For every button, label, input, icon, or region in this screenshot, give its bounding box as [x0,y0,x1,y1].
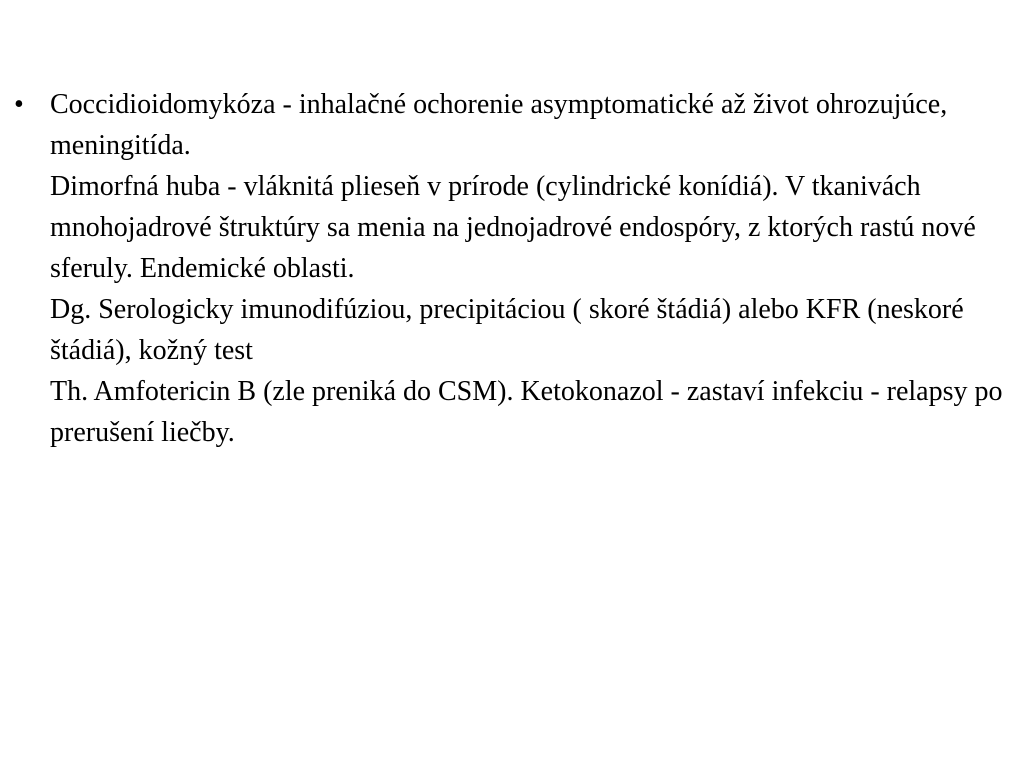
slide-body [14,84,1004,453]
paragraph-definition: Coccidioidomykóza - inhalačné ochorenie asymptomatické až život ohrozujúce, meningitída. [50,89,948,161]
paragraph-morphology: Dimorfná huba - vláknitá plieseň v prírode (cylindrické konídiá). V tkanivách mnohojadrové štruktúry sa menia na jednojadrové endospóry, z ktorých rastú nové sferuly. Endemické oblasti. [50,171,976,284]
bullet-marker: • [14,89,24,120]
paragraph-diagnosis: Dg. Serologicky imunodifúziou, precipitáciou ( skoré štádiá) alebo KFR (neskoré štádiá), kožný test [50,294,964,366]
paragraph-therapy: Th. Amfotericin B (zle preniká do CSM). Ketokonazol - zastaví infekciu - relapsy po prerušení liečby. [50,376,1003,448]
bullet-text [50,84,1004,453]
bullet-item [14,84,1004,453]
